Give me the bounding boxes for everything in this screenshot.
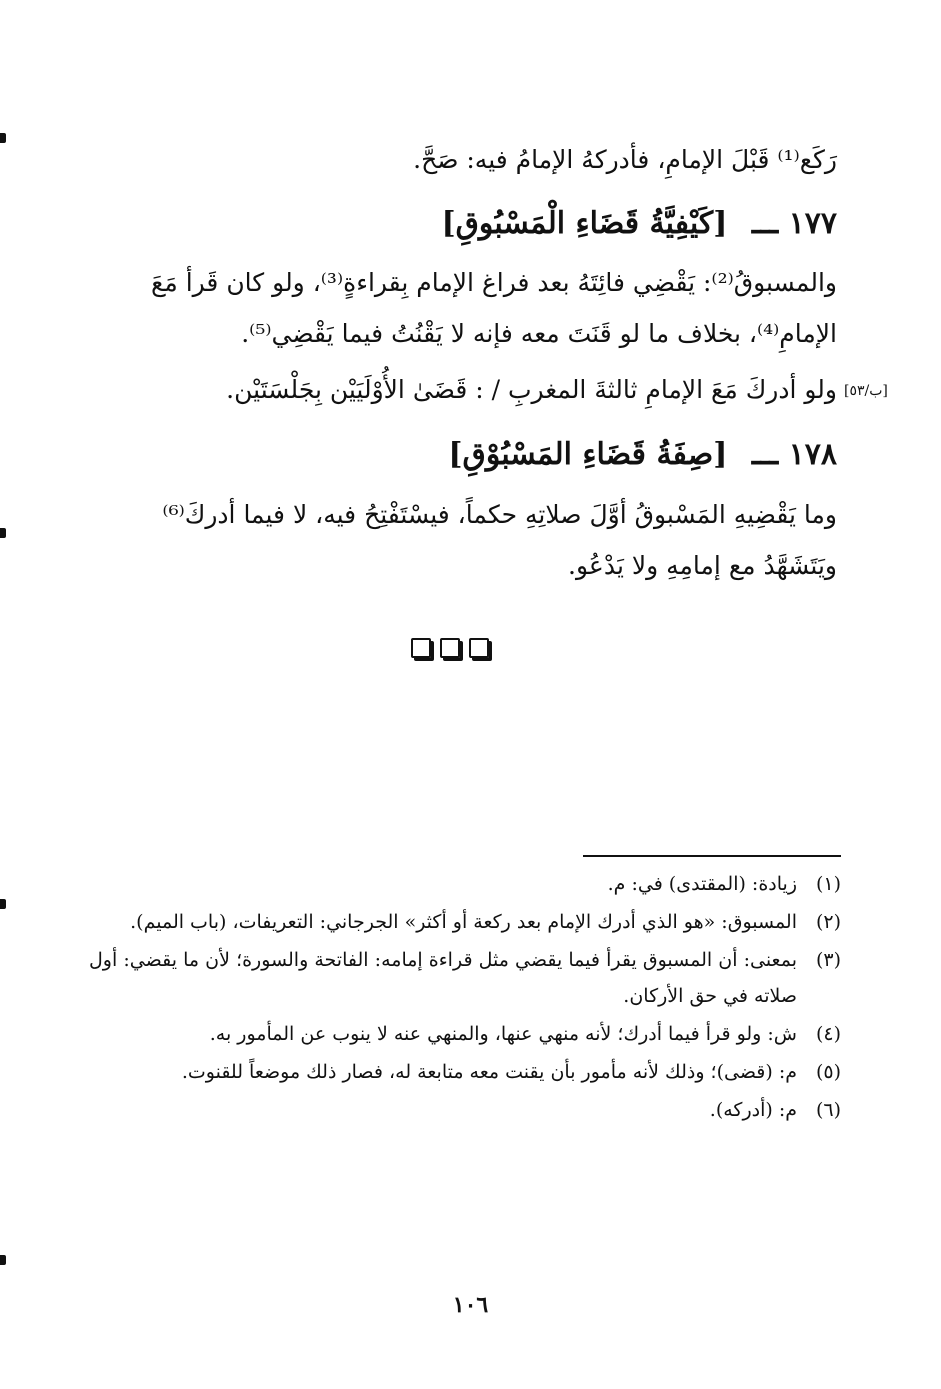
footnote-number: (٤) [815, 1023, 841, 1045]
body-line-2: والمسبوقُ⁽²⁾: يَقْضِي فائِتَهُ بعد فراغ الإمام بِقراءةٍ⁽³⁾، ولو كان قَرأ مَعَ [151, 268, 837, 297]
body-line-5: وما يَقْضِيهِ المَسْبوقُ أوَّلَ صلاتِهِ حكماً، فيسْتَفْتِحُ فيه، لا فيما أدركَ⁽⁶⁾ [162, 500, 837, 529]
section-number: ١٧٧ ـــ [751, 206, 837, 241]
page-number: ١٠٦ [452, 1292, 489, 1318]
body-line-1: رَكَع⁽¹⁾ قَبْلَ الإمامِ، فأدركهُ الإمامُ فيه: صَحَّ. [413, 145, 837, 174]
section-heading-177 [77, 202, 837, 246]
footnote-text: م: (قضى)؛ وذلك لأنه مأمور بأن يقنت معه متابعة له، فصار ذلك موضعاً للقنوت. [181, 1061, 797, 1083]
footnote-item [89, 904, 841, 940]
section-separator [411, 638, 489, 658]
body-line-6: ويَتَشَهَّدُ مع إمامِهِ ولا يَدْعُو. [568, 551, 837, 580]
footnote-item [89, 942, 841, 1014]
footnotes [89, 866, 841, 1130]
footnote-number: (٢) [815, 911, 841, 933]
footnote-item [89, 866, 841, 902]
footnote-text: زيادة: (المقتدى) في: م. [607, 873, 797, 895]
separator-square-icon [440, 638, 460, 658]
footnote-text: م: (أدركه). [709, 1099, 797, 1121]
margin-folio-note: [ب/٥٣] [844, 383, 888, 399]
body-line-3: الإمامِ⁽⁴⁾، بخلاف ما لو قَنَتَ معه فإنه لا يَقْنُتُ فيما يَقْضِي⁽⁵⁾. [241, 319, 837, 348]
footnote-text: بمعنى: أن المسبوق يقرأ فيما يقضي مثل قراءة إمامه: الفاتحة والسورة؛ لأن ما يقضي: أول صلاته في حق الأركان. [89, 949, 797, 1007]
section-title: [كَيْفِيَّةُ قَضَاءِ الْمَسْبُوقِ] [441, 206, 728, 241]
section-title: [صِفَةُ قَضَاءِ المَسْبُوْقِ] [448, 437, 728, 472]
scan-edge-mark [0, 1255, 6, 1265]
footnote-rule [583, 855, 841, 857]
separator-square-icon [469, 638, 489, 658]
scan-edge-mark [0, 899, 6, 909]
scan-edge-mark [0, 133, 6, 143]
footnote-number: (٣) [815, 949, 841, 971]
separator-square-icon [411, 638, 431, 658]
footnote-number: (٦) [815, 1099, 841, 1121]
section-number: ١٧٨ ـــ [751, 437, 837, 472]
section-heading-178 [77, 433, 837, 477]
scan-edge-mark [0, 528, 6, 538]
footnote-item [89, 1054, 841, 1090]
footnote-text: ش: ولو قرأ فيما أدرك؛ لأنه منهي عنها، والمنهي عنه لا ينوب عن المأمور به. [209, 1023, 797, 1045]
footnote-number: (١) [815, 873, 841, 895]
footnote-text: المسبوق: «هو الذي أدرك الإمام بعد ركعة أو أكثر» الجرجاني: التعريفات، (باب الميم). [130, 911, 797, 933]
footnote-number: (٥) [815, 1061, 841, 1083]
footnote-item [89, 1092, 841, 1128]
body-line-4: ولو أدركَ مَعَ الإمامِ ثالثةَ المغربِ / : قَضَىٰ الأُوْلَيَيْن بِجَلْسَتَيْن. [226, 375, 837, 404]
footnote-item [89, 1016, 841, 1052]
